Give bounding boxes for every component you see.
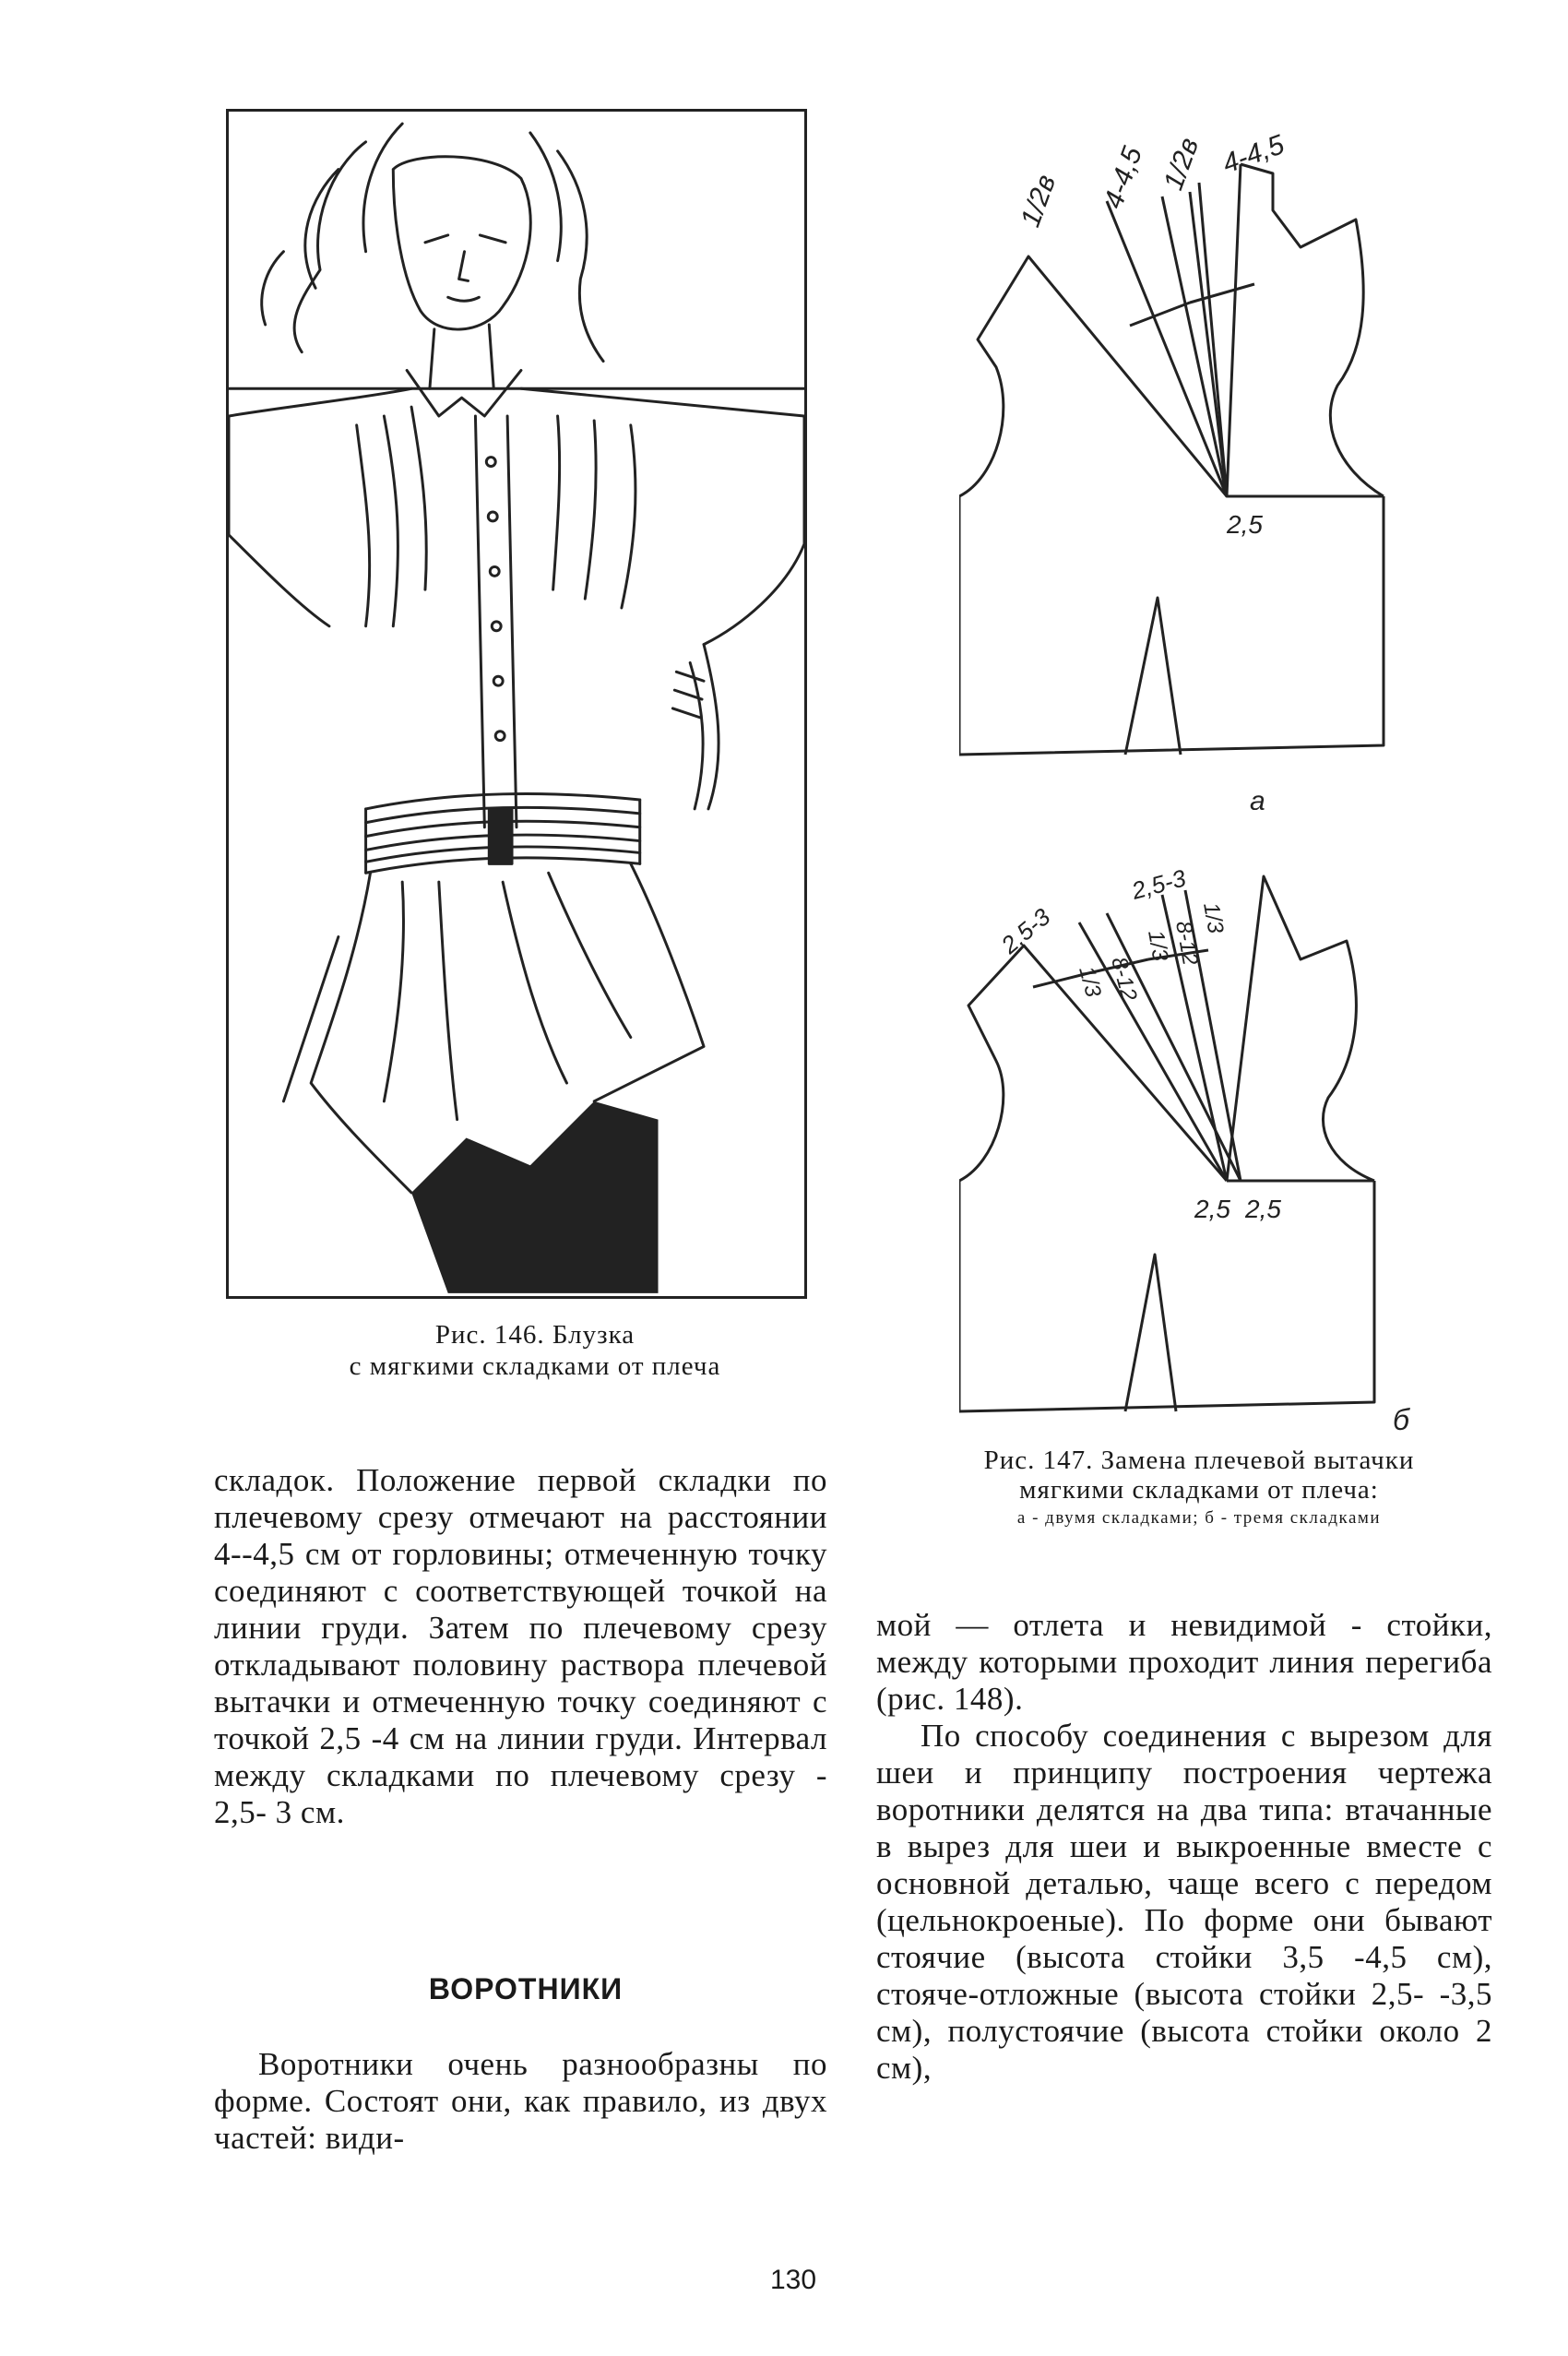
page-number: 130 [769,2265,817,2295]
figure-146-caption-line2: с мягкими складками от плеча [349,1351,721,1381]
label-a-1: 1/2в [1015,171,1063,232]
pattern-diagram-a [959,109,1494,810]
label-b-2: 2,5-3 [1128,863,1189,905]
label-b-9: 2,5 [1245,1195,1281,1223]
figure-147a-letter: а [1250,786,1265,810]
label-b-7: 1/3 [1198,900,1229,935]
label-a-2: 4-4,5 [1098,142,1148,213]
figure-146-illustration [226,109,807,1299]
label-a-3: 1/2в [1158,134,1206,195]
label-a-4: 4-4,5 [1218,129,1289,180]
left-column-paragraph-1: складок. Положение первой складки по плечевому срезу отмечают на расстоянии 4--4,5 см от горловины; отмеченную точку соединяют с соответствующей точкой на линии груди. Затем по плечевому срезу откладывают половину раствора плечевой вытачки и отмеченную точку соединяют с точкой 2,5 -4 см на линии груди. Интервал между складками по плечевому срезу - 2,5- 3 см. [214,1462,827,1830]
label-b-1: 2,5-3 [995,902,1056,959]
label-b-8: 2,5 [1194,1195,1230,1223]
figure-147-caption-line1: Рис. 147. Замена плечевой вытачки [983,1446,1415,1475]
figure-147b-letter: б [1393,1403,1409,1436]
figure-147b-pattern [959,821,1494,1439]
label-a-5: 2,5 [1227,510,1263,539]
label-b-3: 1/3 [1074,963,1106,1000]
label-b-5: 1/3 [1143,928,1173,963]
figure-146-caption [277,1319,793,1382]
left-column-paragraph-2: Воротники очень разнообразны по форме. Состоят они, как правило, из двух частей: види- [214,2046,827,2156]
right-column-paragraph-1: мой — отлета и невидимой - стойки, между которыми проходит линия перегиба (рис. 148). [876,1607,1492,1717]
figure-147-caption-line2: мягкими складками от плеча: [1019,1475,1379,1505]
figure-147-caption-line3: а - двумя складками; б - тремя складками [1016,1508,1382,1528]
figure-147a-pattern [959,109,1494,810]
pattern-diagram-b [959,821,1494,1439]
right-column-paragraph-2: По способу соединения с вырезом для шеи и принципу построения чертежа воротники делятся на два типа: втачанные в вырез для шеи и выкроенные вместе с основной деталью, чаще всего с передом (цельнокроеные). По форме они бывают стоячие (высота стойки 3,5 -4,5 см), стояче-отложные (высота стойки 2,5- -3,5 см), полустоячие (высота стойки около 2 см), [876,1718,1492,2086]
section-heading: ВОРОТНИКИ [428,1972,624,2005]
label-b-6: 8-12 [1170,919,1204,968]
label-b-4: 8-12 [1106,954,1142,1004]
blouse-drawing [229,112,804,1296]
figure-146-caption-line1: Рис. 146. Блузка [434,1320,636,1350]
figure-147-caption [885,1446,1513,1532]
